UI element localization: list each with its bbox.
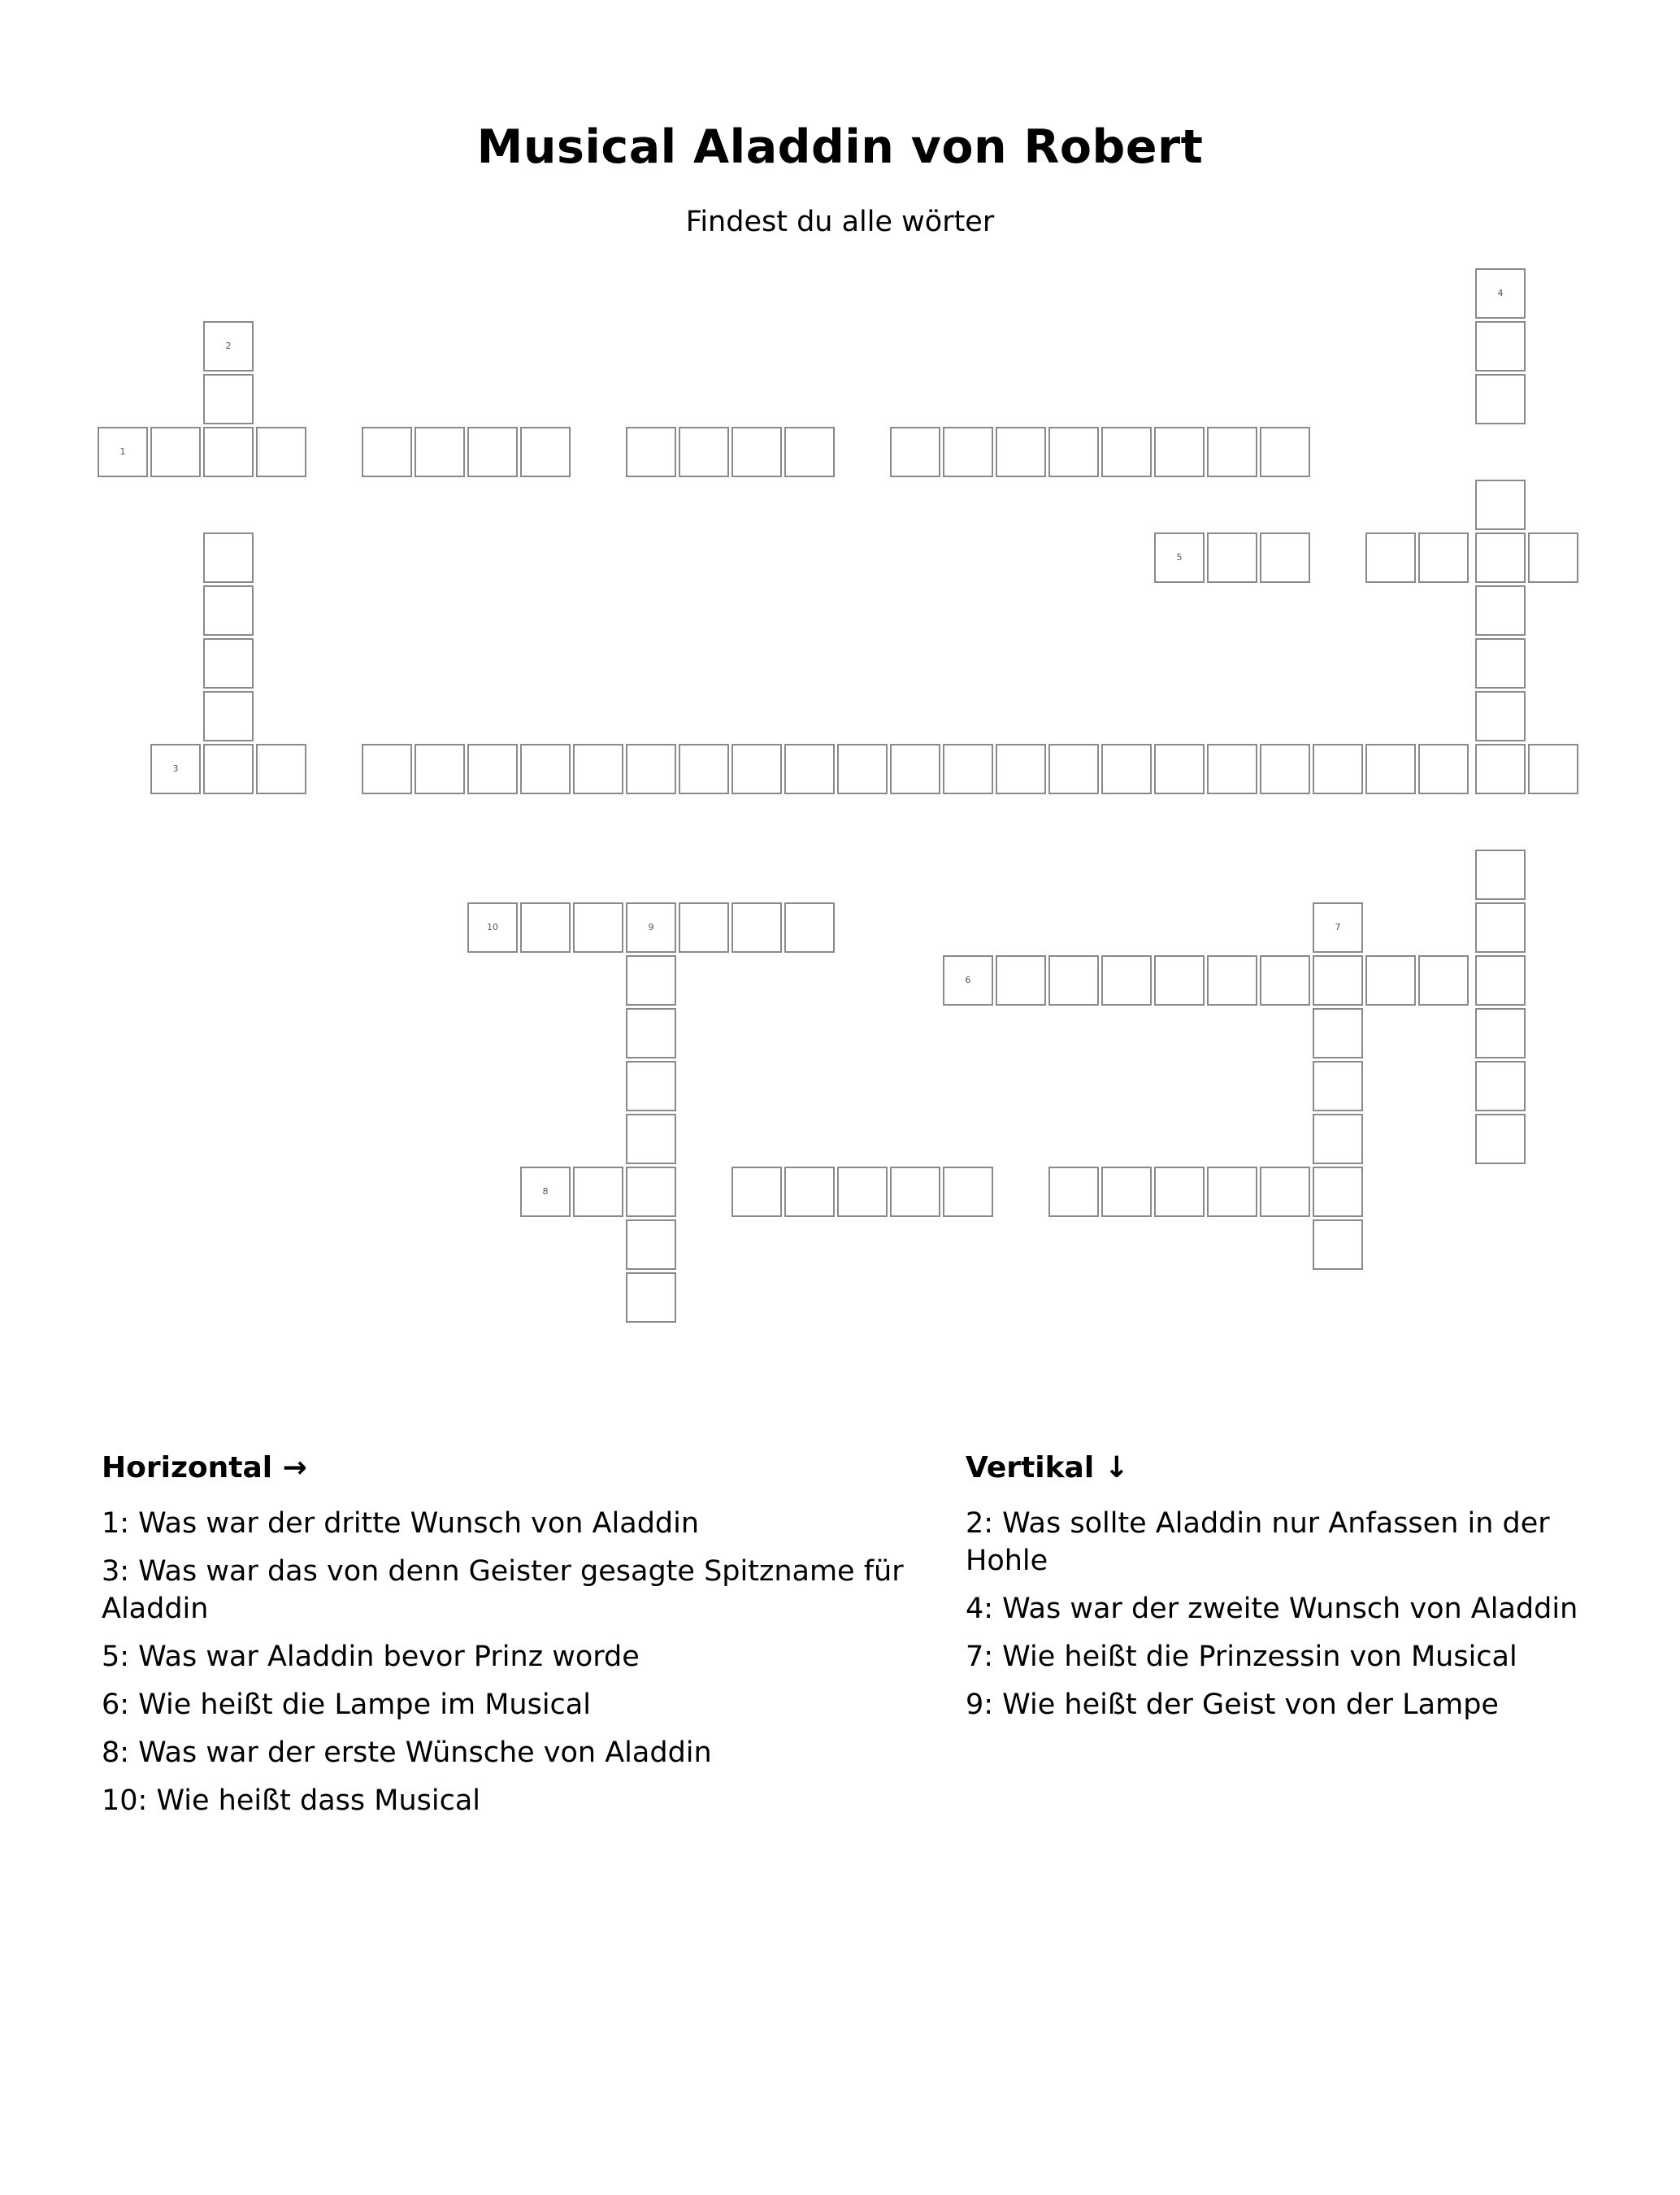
crossword-cell[interactable] xyxy=(573,1167,623,1217)
clues-across-heading: Horizontal → xyxy=(102,1451,307,1484)
crossword-cell[interactable] xyxy=(784,902,835,953)
crossword-cell[interactable] xyxy=(415,744,465,794)
crossword-cell[interactable] xyxy=(679,902,729,953)
crossword-cell[interactable] xyxy=(150,427,201,477)
crossword-cell[interactable] xyxy=(1475,955,1526,1006)
crossword-cell-10[interactable] xyxy=(467,902,518,953)
crossword-cell[interactable] xyxy=(203,744,254,794)
clues-down-heading: Vertikal ↓ xyxy=(966,1451,1129,1484)
clue-across-6: 6: Wie heißt die Lampe im Musical xyxy=(102,1689,591,1721)
crossword-cell-6[interactable] xyxy=(943,955,993,1006)
crossword-cell[interactable] xyxy=(467,427,518,477)
clue-across-10: 10: Wie heißt dass Musical xyxy=(102,1784,481,1817)
crossword-cell-9[interactable] xyxy=(626,902,676,953)
crossword-cell[interactable] xyxy=(1475,1061,1526,1111)
crossword-cell[interactable] xyxy=(1528,532,1578,583)
crossword-cell[interactable] xyxy=(1101,955,1152,1006)
crossword-cell[interactable] xyxy=(1528,744,1578,794)
crossword-cell[interactable] xyxy=(1365,955,1416,1006)
crossword-cell[interactable] xyxy=(1313,1219,1363,1270)
crossword-cell-2[interactable] xyxy=(203,321,254,372)
crossword-cell[interactable] xyxy=(1475,532,1526,583)
crossword-cell[interactable] xyxy=(837,1167,888,1217)
crossword-cell[interactable] xyxy=(203,427,254,477)
cell-number: 3 xyxy=(172,763,179,774)
clue-across-3: 3: Was war das von denn Geister gesagte Spitzname für Aladdin xyxy=(102,1555,904,1625)
crossword-cell[interactable] xyxy=(943,427,993,477)
crossword-cell[interactable] xyxy=(679,744,729,794)
crossword-cell[interactable] xyxy=(626,1061,676,1111)
crossword-cell[interactable] xyxy=(1154,1167,1205,1217)
crossword-cell[interactable] xyxy=(203,532,254,583)
crossword-cell[interactable] xyxy=(1048,1167,1099,1217)
crossword-cell[interactable] xyxy=(1475,1114,1526,1164)
crossword-cell[interactable] xyxy=(996,744,1046,794)
crossword-cell[interactable] xyxy=(1365,532,1416,583)
crossword-cell[interactable] xyxy=(362,427,412,477)
crossword-cell[interactable] xyxy=(1207,1167,1257,1217)
crossword-cell[interactable] xyxy=(626,1008,676,1058)
crossword-cell[interactable] xyxy=(626,1219,676,1270)
crossword-cell[interactable] xyxy=(1313,955,1363,1006)
crossword-cell[interactable] xyxy=(1101,1167,1152,1217)
crossword-cell[interactable] xyxy=(1101,744,1152,794)
crossword-cell[interactable] xyxy=(943,744,993,794)
crossword-cell[interactable] xyxy=(1260,744,1310,794)
crossword-cell[interactable] xyxy=(1048,955,1099,1006)
crossword-cell[interactable] xyxy=(1207,744,1257,794)
clue-across-1: 1: Was war der dritte Wunsch von Aladdin xyxy=(102,1507,700,1540)
clue-down-9: 9: Wie heißt der Geist von der Lampe xyxy=(966,1689,1499,1721)
clues-down xyxy=(966,1450,1616,1734)
crossword-cell[interactable] xyxy=(203,374,254,424)
crossword-cell-4[interactable] xyxy=(1475,268,1526,319)
cell-number: 4 xyxy=(1497,288,1504,298)
crossword-cell[interactable] xyxy=(1313,1008,1363,1058)
crossword-cell[interactable] xyxy=(1313,744,1363,794)
crossword-cell[interactable] xyxy=(890,1167,940,1217)
crossword-cell[interactable] xyxy=(203,585,254,636)
crossword-cell[interactable] xyxy=(1101,427,1152,477)
crossword-cell[interactable] xyxy=(1475,902,1526,953)
cell-number: 9 xyxy=(648,922,654,932)
crossword-cell[interactable] xyxy=(890,744,940,794)
crossword-cell[interactable] xyxy=(626,744,676,794)
crossword-cell[interactable] xyxy=(784,427,835,477)
crossword-cell[interactable] xyxy=(573,902,623,953)
crossword-cell[interactable] xyxy=(1154,955,1205,1006)
clue-down-2: 2: Was sollte Aladdin nur Anfassen in der Hohle xyxy=(966,1507,1550,1577)
crossword-cell-3[interactable] xyxy=(150,744,201,794)
cell-number: 7 xyxy=(1335,922,1341,932)
crossword-cell[interactable] xyxy=(1475,691,1526,741)
crossword-cell[interactable] xyxy=(573,744,623,794)
clue-down-7: 7: Wie heißt die Prinzessin von Musical xyxy=(966,1641,1517,1673)
crossword-cell[interactable] xyxy=(256,427,306,477)
crossword-cell[interactable] xyxy=(943,1167,993,1217)
crossword-cell[interactable] xyxy=(467,744,518,794)
crossword-cell[interactable] xyxy=(626,427,676,477)
crossword-cell[interactable] xyxy=(520,744,571,794)
crossword-cell[interactable] xyxy=(1048,744,1099,794)
page-title: Musical Aladdin von Robert xyxy=(476,120,1204,174)
crossword-cell[interactable] xyxy=(626,1114,676,1164)
crossword-cell[interactable] xyxy=(256,744,306,794)
crossword-cell-8[interactable] xyxy=(520,1167,571,1217)
crossword-cell[interactable] xyxy=(1475,638,1526,689)
crossword-cell[interactable] xyxy=(1418,955,1469,1006)
crossword-cell[interactable] xyxy=(784,1167,835,1217)
crossword-cell[interactable] xyxy=(1154,427,1205,477)
crossword-cell[interactable] xyxy=(520,427,571,477)
crossword-cell[interactable] xyxy=(731,744,782,794)
crossword-cell[interactable] xyxy=(1313,1114,1363,1164)
cell-number: 1 xyxy=(119,446,126,457)
crossword-cell[interactable] xyxy=(1475,1008,1526,1058)
cell-number: 6 xyxy=(965,975,971,985)
clue-across-8: 8: Was war der erste Wünsche von Aladdin xyxy=(102,1736,712,1769)
crossword-cell[interactable] xyxy=(731,902,782,953)
crossword-cell[interactable] xyxy=(1313,1061,1363,1111)
crossword-cell[interactable] xyxy=(626,955,676,1006)
crossword-cell[interactable] xyxy=(1207,955,1257,1006)
cell-number: 8 xyxy=(542,1186,549,1197)
crossword-cell[interactable] xyxy=(1207,532,1257,583)
crossword-cell[interactable] xyxy=(626,1272,676,1323)
crossword-cell[interactable] xyxy=(626,1167,676,1217)
crossword-cell[interactable] xyxy=(890,427,940,477)
crossword-cell[interactable] xyxy=(1260,427,1310,477)
crossword-cell-1[interactable] xyxy=(98,427,148,477)
crossword-cell-7[interactable] xyxy=(1313,902,1363,953)
crossword-cell[interactable] xyxy=(1418,532,1469,583)
crossword-cell[interactable] xyxy=(1365,744,1416,794)
crossword-cell[interactable] xyxy=(1154,744,1205,794)
crossword-cell[interactable] xyxy=(520,902,571,953)
crossword-cell[interactable] xyxy=(1207,427,1257,477)
crossword-cell[interactable] xyxy=(1418,744,1469,794)
cell-number: 5 xyxy=(1176,552,1183,563)
crossword-cell[interactable] xyxy=(1260,1167,1310,1217)
crossword-cell[interactable] xyxy=(203,691,254,741)
crossword-cell[interactable] xyxy=(1313,1167,1363,1217)
crossword-cell[interactable] xyxy=(1475,321,1526,372)
crossword-cell[interactable] xyxy=(784,744,835,794)
crossword-cell[interactable] xyxy=(1048,427,1099,477)
crossword-cell[interactable] xyxy=(1260,532,1310,583)
crossword-cell[interactable] xyxy=(362,744,412,794)
cell-number: 10 xyxy=(487,922,498,932)
clues-across xyxy=(102,1450,914,1830)
crossword-cell[interactable] xyxy=(837,744,888,794)
clue-across-5: 5: Was war Aladdin bevor Prinz worde xyxy=(102,1641,640,1673)
crossword-cell[interactable] xyxy=(1260,955,1310,1006)
crossword-cell[interactable] xyxy=(1475,744,1526,794)
crossword-cell[interactable] xyxy=(1475,850,1526,900)
crossword-cell[interactable] xyxy=(1475,585,1526,636)
clue-down-4: 4: Was war der zweite Wunsch von Aladdin xyxy=(966,1593,1578,1625)
crossword-cell-5[interactable] xyxy=(1154,532,1205,583)
cell-number: 2 xyxy=(225,341,232,351)
crossword-cell[interactable] xyxy=(679,427,729,477)
crossword-cell[interactable] xyxy=(1475,480,1526,530)
page-subtitle: Findest du alle wörter xyxy=(685,206,995,238)
crossword-cell[interactable] xyxy=(996,427,1046,477)
crossword-cell[interactable] xyxy=(996,955,1046,1006)
crossword-cell[interactable] xyxy=(203,638,254,689)
crossword-cell[interactable] xyxy=(731,1167,782,1217)
crossword-cell[interactable] xyxy=(415,427,465,477)
crossword-cell[interactable] xyxy=(1475,374,1526,424)
crossword-cell[interactable] xyxy=(731,427,782,477)
